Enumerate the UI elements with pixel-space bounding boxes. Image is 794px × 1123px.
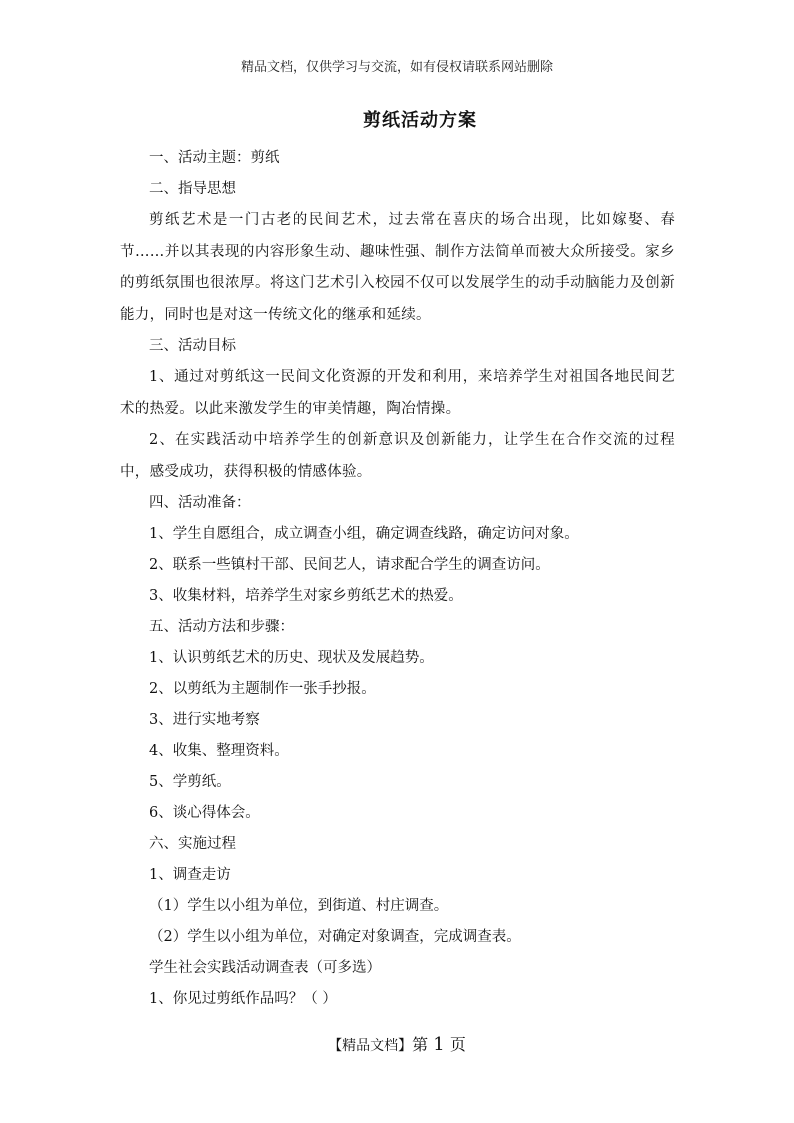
section-heading-preparation: 四、活动准备： [149,495,251,511]
page-prefix: 第 [412,1035,429,1054]
list-item: 2、以剪纸为主题制作一张手抄报。 [149,681,376,697]
footer-tag: 【精品文档】 [328,1038,413,1054]
section-heading-guiding-thought: 二、指导思想 [149,181,236,197]
list-item: 5、学剪纸。 [149,774,231,790]
list-item: 1、认识剪纸艺术的历史、现状及发展趋势。 [149,650,434,666]
list-item: 2、联系一些镇村干部、民间艺人，请求配合学生的调查访问。 [149,557,550,573]
survey-table-title: 学生社会实践活动调查表（可多选） [149,960,381,976]
section-heading-theme: 一、活动主题：剪纸 [149,150,280,166]
paragraph-goal-1: 1、通过对剪纸这一民间文化资源的开发和利用，来培养学生对祖国各地民间艺术的热爱。以此来激发学生的审美情趣，陶冶情操。 [120,369,675,417]
section-heading-methods: 五、活动方法和步骤： [149,619,294,635]
document-body [120,143,675,1015]
page-footer [0,1032,794,1055]
list-item: 6、谈心得体会。 [149,805,260,821]
page-suffix: 页 [449,1035,466,1054]
survey-question-1: 1、你见过剪纸作品吗？（ ） [149,991,337,1007]
subheading-survey-visit: 1、调查走访 [149,867,231,883]
section-heading-implementation: 六、实施过程 [149,836,236,852]
list-item: 4、收集、整理资料。 [149,743,289,759]
header-note: 精品文档，仅供学习与交流，如有侵权请联系网站删除 [240,60,553,75]
page-number: 1 [433,1034,445,1055]
list-item: 3、收集材料，培养学生对家乡剪纸艺术的热爱。 [149,588,463,604]
document-title: 剪纸活动方案 [363,110,477,131]
list-item: （2）学生以小组为单位，对确定对象调查，完成调查表。 [149,929,521,945]
list-item: 3、进行实地考察 [149,712,260,728]
paragraph-guiding-thought: 剪纸艺术是一门古老的民间艺术，过去常在喜庆的场合出现，比如嫁娶、春节……并以其表现的内容形象生动、趣味性强、制作方法简单而被大众所接受。家乡的剪纸氛围也很浓厚。将这门艺术引入校园不仅可以发展学生的动手动脑能力及创新能力，同时也是对这一传统文化的继承和延续。 [120,212,675,323]
section-heading-goals: 三、活动目标 [149,338,236,354]
list-item: （1）学生以小组为单位，到街道、村庄调查。 [149,898,449,914]
paragraph-goal-2: 2、在实践活动中培养学生的创新意识及创新能力，让学生在合作交流的过程中，感受成功，获得积极的情感体验。 [120,432,675,480]
list-item: 1、学生自愿组合，成立调查小组，确定调查线路，确定访问对象。 [149,526,579,542]
